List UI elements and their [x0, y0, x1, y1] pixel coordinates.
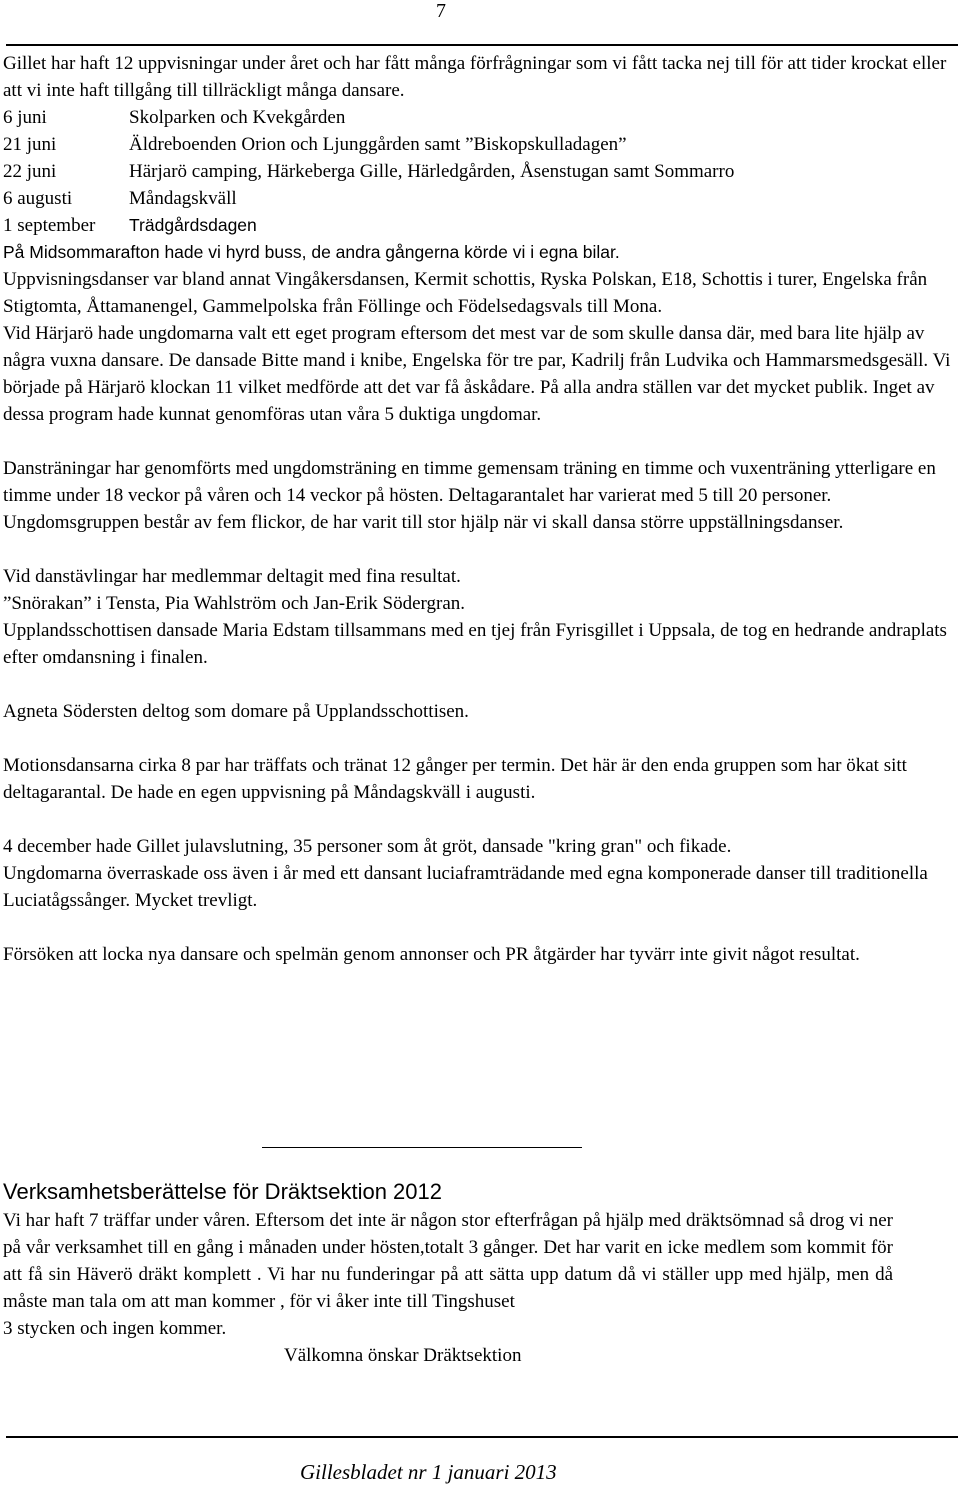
event-date: 1 september	[3, 215, 96, 236]
spacer	[3, 725, 955, 752]
event-place: Skolparken och Kvekgården	[129, 107, 346, 128]
section-body-continued: 3 stycken och ingen kommer.	[3, 1318, 227, 1339]
motionsdans-paragraph: Motionsdansarna cirka 8 par har träffats och tränat 12 gånger per termin. Det här är den enda gruppen som har ökat sitt deltagarantal. De hade en egen uppvisning på Måndagskväll i augusti.	[3, 755, 907, 803]
tavlingar-paragraph: ”Snörakan” i Tensta, Pia Wahlström och Jan-Erik Södergran.	[3, 593, 466, 614]
tavlingar-paragraph: Upplandsschottisen dansade Maria Edstam tillsammans med en tjej från Fyrisgillet i Uppsala, de tog en hedrande andraplats efter omdansning i finalen.	[3, 620, 947, 668]
event-row	[3, 185, 955, 212]
event-place: Trädgårdsdagen	[129, 215, 257, 235]
event-place: Måndagskväll	[129, 188, 237, 209]
bottom-rule	[6, 1436, 958, 1438]
event-place: Äldreboenden Orion och Ljunggården samt ”Biskopskulladagen”	[129, 134, 627, 155]
event-row	[3, 158, 955, 185]
event-date: 6 augusti	[3, 188, 73, 209]
event-row	[3, 212, 955, 239]
event-row	[3, 104, 955, 131]
lucia-paragraph: Ungdomarna överraskade oss även i år med ett dansant luciaframträdande med egna komponerade danser till traditionella Luciatågssånger. Mycket trevligt.	[3, 863, 928, 911]
spacer	[3, 914, 955, 941]
page-number: 7	[436, 0, 446, 22]
uppvisningsdanser-paragraph: Uppvisningsdanser var bland annat Vingåkersdansen, Kermit schottis, Ryska Polskan, E18, Schottis i turer, Engelska från Stigtomta, Åttamanengel, Gammelpolska från Föllinge och Födelsedagsvals till Mona.	[3, 269, 928, 317]
top-rule	[6, 44, 958, 46]
spacer	[3, 671, 955, 698]
spacer	[3, 428, 955, 455]
section-title: Verksamhetsberättelse för Dräktsektion 2012	[3, 1179, 443, 1204]
forsok-paragraph: Försöken att locka nya dansare och spelmän genom annonser och PR åtgärder har tyvärr inte givit något resultat.	[3, 944, 860, 965]
footer: Gillesbladet nr 1 januari 2013	[300, 1460, 557, 1484]
section-separator	[262, 1147, 582, 1148]
spacer	[3, 536, 955, 563]
domare-paragraph: Agneta Södersten deltog som domare på Upplandsschottisen.	[3, 701, 469, 722]
julavslutning-paragraph: 4 december hade Gillet julavslutning, 35 personer som åt gröt, dansade "kring gran" och fikade.	[3, 836, 732, 857]
harjaro-paragraph: Vid Härjarö hade ungdomarna valt ett eget program eftersom det mest var de som skulle dansa där, med bara lite hjälp av några vuxna dansare. De dansade Bitte mand i knibe, Engelska för tre par, Kadrilj från Ludvika och Hammarsmedsgesäll. Vi började på Härjarö klockan 11 vilket medförde att det var få åskådare. På alla andra ställen var det mycket publik. Inget av dessa program hade kunnat genomföras utan våra 5 duktiga ungdomar.	[3, 323, 951, 425]
tavlingar-paragraph: Vid danstävlingar har medlemmar deltagit med fina resultat.	[3, 566, 461, 587]
spacer	[3, 806, 955, 833]
event-date: 6 juni	[3, 107, 47, 128]
draktsektion-section	[3, 1177, 893, 1369]
section-body: Vi har haft 7 träffar under våren. Eftersom det inte är någon stor efterfrågan på hjälp med dräktsömnad så drog vi ner på vår verksamhet till en gång i månaden under hösten,totalt 3 gånger. Det har varit en icke medlem som kommit för att få sin Häverö dräkt komplett . Vi har nu funderingar på att sätta upp datum då vi ställer upp med hjälp, men då måste man tala om att man kommer , för vi åker inte till Tingshuset	[3, 1210, 893, 1312]
danstraningar-paragraph: Dansträningar har genomförts med ungdomsträning en timme gemensam träning en timme och vuxenträning ytterligare en timme under 18 veckor på våren och 14 veckor på hösten. Deltagarantalet har varierat med 5 till 20 personer. Ungdomsgruppen består av fem flickor, de har varit till stor hjälp när vi skall dansa större uppställningsdanser.	[3, 458, 936, 533]
signoff: Välkomna önskar Dräktsektion	[284, 1345, 522, 1366]
event-date: 21 juni	[3, 134, 57, 155]
event-row	[3, 131, 955, 158]
midsommar-paragraph: På Midsommarafton hade vi hyrd buss, de andra gångerna körde vi i egna bilar.	[3, 242, 620, 262]
event-place: Härjarö camping, Härkeberga Gille, Härledgården, Åsenstugan samt Sommarro	[129, 161, 735, 182]
main-text	[3, 50, 955, 968]
event-date: 22 juni	[3, 161, 57, 182]
intro-paragraph: Gillet har haft 12 uppvisningar under året och har fått många förfrågningar som vi fått tacka nej till för att tider krockat eller att vi inte haft tillgång till tillräckligt många dansare.	[3, 53, 947, 101]
